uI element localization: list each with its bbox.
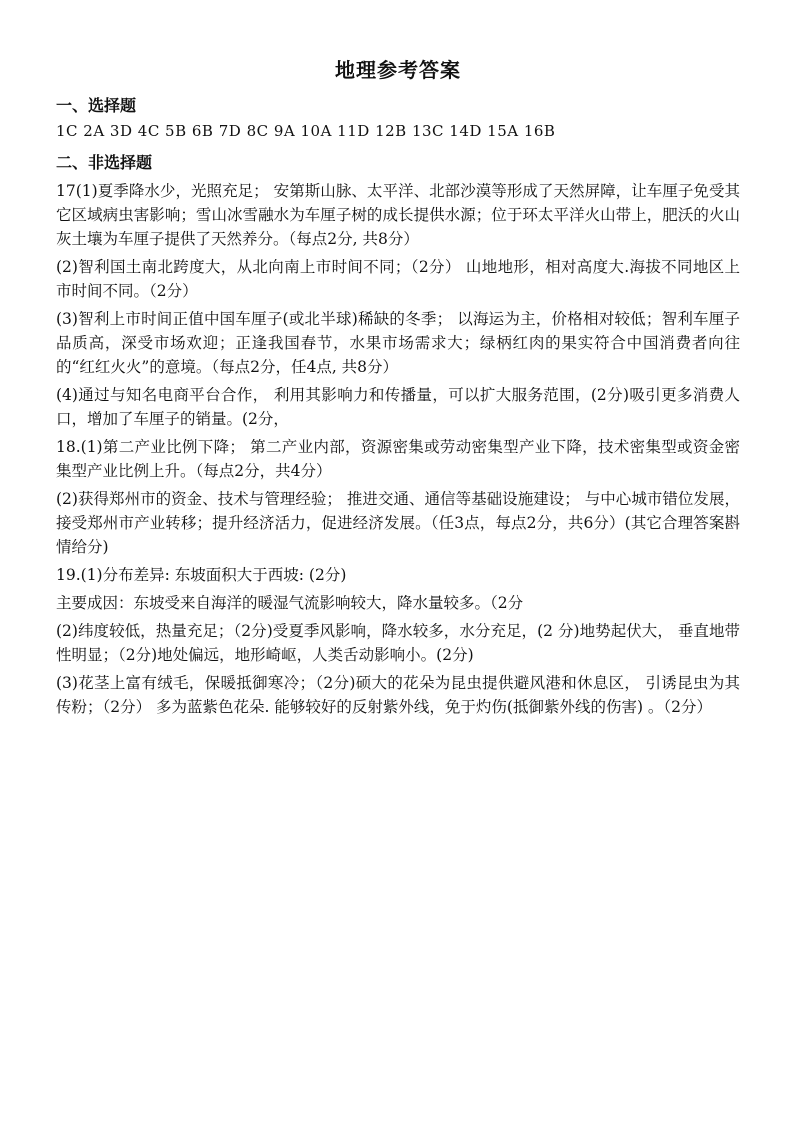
answer-paragraph-18-2: (2)获得郑州市的资金、技术与管理经验； 推进交通、通信等基础设施建设； 与中心城市错位发展，接受郑州市产业转移；提升经济活力，促进经济发展。（任3点，每点2分，共6分）(其它合理答案斟情给分): [56, 490, 740, 556]
choice-answers: 1C 2A 3D 4C 5B 6B 7D 8C 9A 10A 11D 12B 13C 14D 15A 16B: [56, 122, 556, 140]
answer-paragraph-19-1: 19.(1)分布差异: 东坡面积大于西坡: (2分): [56, 566, 347, 584]
section-heading-choice: 一、选择题: [56, 96, 137, 115]
answer-paragraph-18-1: 18.(1)第二产业比例下降； 第二产业内部，资源密集或劳动密集型产业下降，技术密集型或资金密集型产业比例上升。（每点2分，共4分）: [56, 438, 740, 480]
answer-paragraph-19-3: (3)花茎上富有绒毛，保暖抵御寒冷；（2分)硕大的花朵为昆虫提供避风港和休息区， 引诱昆虫为其传粉；（2分） 多为蓝紫色花朵. 能够较好的反射紫外线，免于灼伤(抵御紫外线的伤害) 。（2分）: [56, 674, 740, 716]
answer-paragraph-19-1-cause: 主要成因：东坡受来自海洋的暖湿气流影响较大，降水量较多。（2分: [56, 594, 524, 612]
answer-paragraph-19-2: (2)纬度较低，热量充足；（2分)受夏季风影响，降水较多，水分充足，(2 分)地势起伏大， 垂直地带性明显；（2分)地处偏远，地形崎岖，人类舌动影响小。(2分): [56, 622, 740, 664]
section-heading-nonchoice: 二、非选择题: [56, 153, 153, 172]
answer-paragraph-17-2: (2)智利国土南北跨度大，从北向南上市时间不同；（2分） 山地地形，相对高度大.海拔不同地区上市时间不同。（2分）: [56, 258, 740, 300]
page-title: 地理参考答案: [335, 58, 461, 82]
answer-paragraph-17-3: (3)智利上市时间正值中国车厘子(或北半球)稀缺的冬季； 以海运为主，价格相对较低；智利车厘子品质高，深受市场欢迎；正逢我国春节，水果市场需求大；绿柄红肉的果实符合中国消费者向往的“红红火火”的意境。（每点2分，任4点, 共8分）: [56, 310, 740, 376]
answer-sheet: [56, 48, 740, 723]
nonchoice-answers: [56, 179, 740, 719]
answer-paragraph-17-4: (4)通过与知名电商平台合作， 利用其影响力和传播量，可以扩大服务范围，(2分)吸引更多消费人口，增加了车厘子的销量。(2分，: [56, 386, 740, 428]
answer-paragraph-17-1: 17(1)夏季降水少，光照充足； 安第斯山脉、太平洋、北部沙漠等形成了天然屏障，让车厘子免受其它区域病虫害影响；雪山冰雪融水为车厘子树的成长提供水源；位于环太平洋火山带上，肥沃的火山灰土壤为车厘子提供了天然养分。（每点2分, 共8分）: [56, 182, 740, 248]
